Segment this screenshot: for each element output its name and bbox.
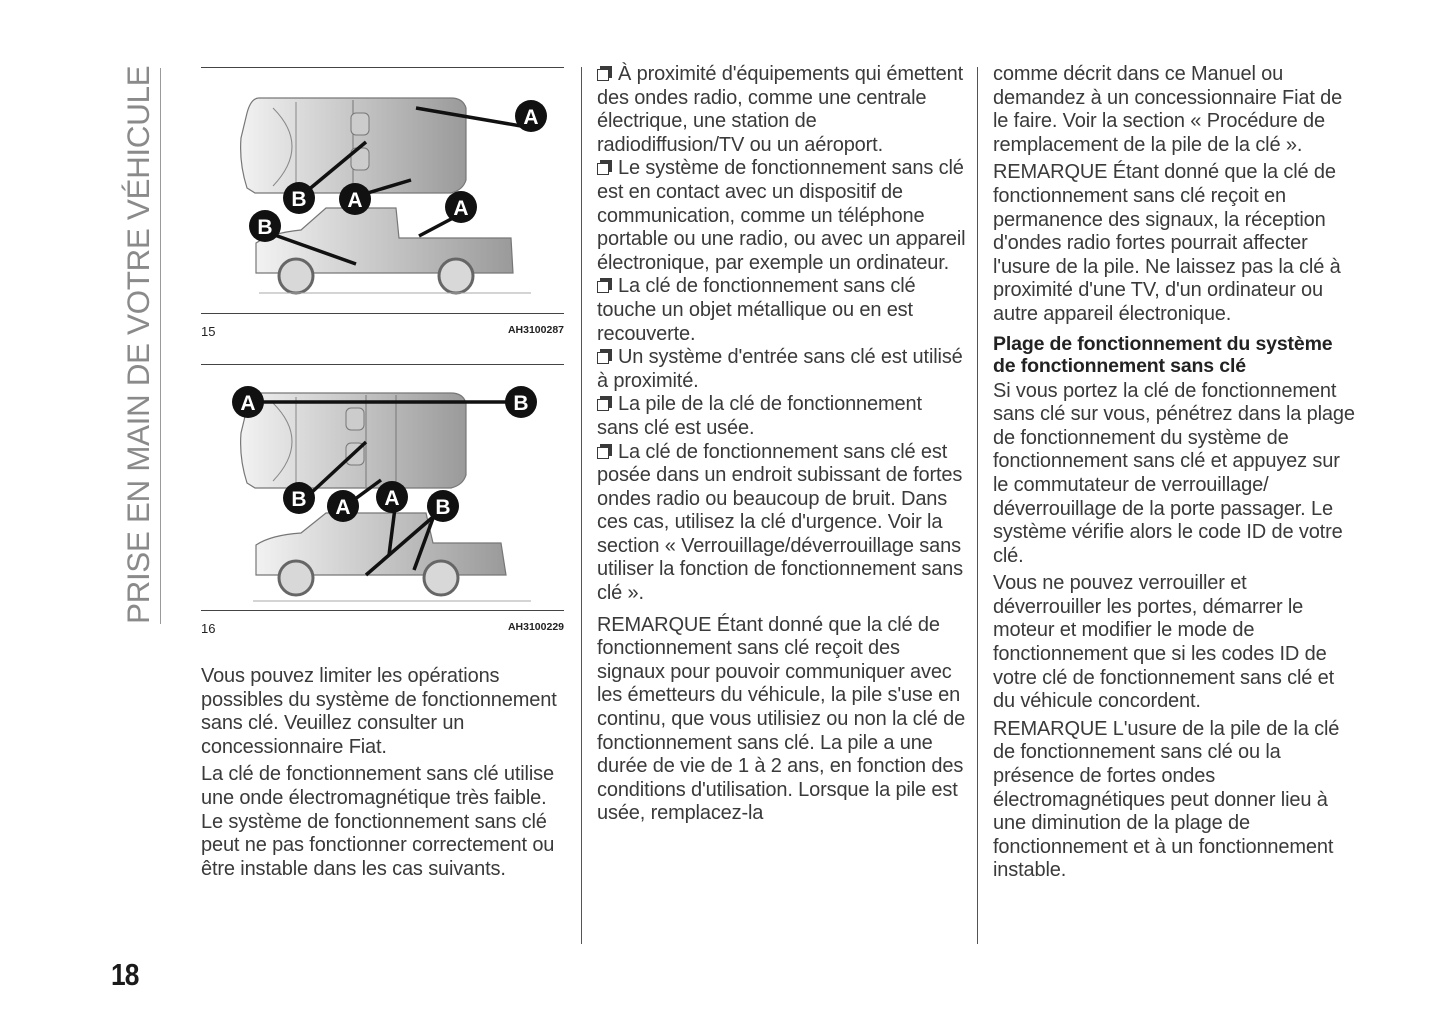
checkbox-bullet-icon [597, 66, 612, 81]
callout-b: B [291, 488, 307, 511]
bullet-item: La clé de fonctionnement sans clé touche un objet métallique ou en est recouverte. [597, 275, 916, 345]
figure-number: 16 [201, 621, 216, 636]
bullet-item: La clé de fonctionnement sans clé est posée dans un endroit subissant de fortes ondes radio ou beaucoup de bruit. Dans ces cas, utilisez la clé d'urgence. Voir la section « Verrouillage/déverrouillage sans utiliser la fonction de fonctionnement sans clé ». [597, 440, 963, 605]
paragraph: Vous ne pouvez verrouiller et déverrouiller les portes, démarrer le moteur et modifier le mode de fonctionnement que si les codes ID de votre clé de fonctionnement sans clé et du véhicule concordent. [993, 572, 1335, 713]
callout-b: B [291, 188, 307, 211]
section-heading: Plage de fonctionnement du système de fonctionnement sans clé [993, 332, 1333, 378]
paragraph: La clé de fonctionnement sans clé utilise une onde électromagnétique très faible. Le système de fonctionnement sans clé peut ne pas fonctionner correctement ou être instable dans les cas suivants. [201, 763, 555, 880]
figure-bottom-rule [201, 313, 564, 314]
figure-16 [201, 364, 564, 636]
callout-a: A [240, 392, 256, 415]
chapter-side-title [120, 65, 161, 624]
figure-15 [201, 67, 564, 339]
page-number: 18 [111, 957, 139, 992]
callout-a: A [523, 106, 539, 129]
checkbox-bullet-icon [597, 160, 612, 175]
callout-b: B [435, 496, 451, 519]
car-diagram-extended-cab [201, 68, 564, 313]
column-2-text [597, 63, 967, 830]
checkbox-bullet-icon [597, 396, 612, 411]
checkbox-bullet-icon [597, 444, 612, 459]
note-paragraph: REMARQUE Étant donné que la clé de fonctionnement sans clé reçoit en permanence des signaux, la réception d'ondes radio fortes pourrait affecter l'usure de la pile. Ne laissez pas la clé à proximité d'une TV, d'un ordinateur ou autre appareil électronique. [993, 161, 1341, 325]
paragraph: Vous pouvez limiter les opérations possibles du système de fonctionnement sans clé. Veuillez consulter un concessionnaire Fiat. [201, 665, 557, 758]
chapter-title-text: PRISE EN MAIN DE VOTRE VÉHICULE [120, 65, 156, 624]
figure-bottom-rule [201, 610, 564, 611]
paragraph: comme décrit dans ce Manuel ou demandez à un concessionnaire Fiat de le faire. Voir la section « Procédure de remplacement de la pile de la clé ». [993, 63, 1343, 156]
callout-a: A [335, 496, 351, 519]
note-paragraph: REMARQUE Étant donné que la clé de fonctionnement sans clé reçoit des signaux pour pouvoir communiquer avec les émetteurs du véhicule, la pile s'use en continu, que vous utilisiez ou non la clé de fonctionnement sans clé. La pile a une durée de vie de 1 à 2 ans, en fonction des conditions d'utilisation. Lorsque la pile est usée, remplacez-la [597, 613, 966, 825]
checkbox-bullet-icon [597, 278, 612, 293]
paragraph: Si vous portez la clé de fonctionnement sans clé sur vous, pénétrez dans la plage de fonctionnement du système de fonctionnement sans clé et appuyez sur le commutateur de verrouillage/ déverrouillage de la porte passager. Le système vérifie alors le code ID de votre clé. [993, 379, 1355, 567]
bullet-item: La pile de la clé de fonctionnement sans clé est usée. [597, 393, 922, 439]
callout-a: A [384, 487, 400, 510]
note-paragraph: REMARQUE L'usure de la pile de la clé de fonctionnement sans clé ou la présence de fortes ondes électromagnétiques peut donner lieu à une diminution de la plage de fonctionnement et à un fonctionnement instable. [993, 717, 1340, 882]
callout-a: A [453, 197, 469, 220]
column-1-text [201, 665, 566, 885]
callout-b: B [513, 392, 529, 415]
bullet-item: À proximité d'équipements qui émettent des ondes radio, comme une centrale électrique, une station de radiodiffusion/TV ou un aéroport. [597, 63, 963, 156]
bullet-item: Un système d'entrée sans clé est utilisé à proximité. [597, 346, 963, 392]
column-divider [581, 67, 582, 944]
car-diagram-double-cab [201, 365, 564, 610]
column-3-text [993, 63, 1358, 887]
callout-a: A [347, 189, 363, 212]
callout-b: B [257, 216, 273, 239]
bullet-item: Le système de fonctionnement sans clé est en contact avec un dispositif de communication, comme un téléphone portable ou une radio, ou avec un appareil électronique, par exemple un ordinateur. [597, 157, 966, 274]
checkbox-bullet-icon [597, 349, 612, 364]
figure-code: AH3100229 [507, 621, 564, 633]
figure-code: AH3100287 [507, 324, 564, 336]
column-divider [977, 67, 978, 944]
figure-number: 15 [201, 324, 216, 339]
